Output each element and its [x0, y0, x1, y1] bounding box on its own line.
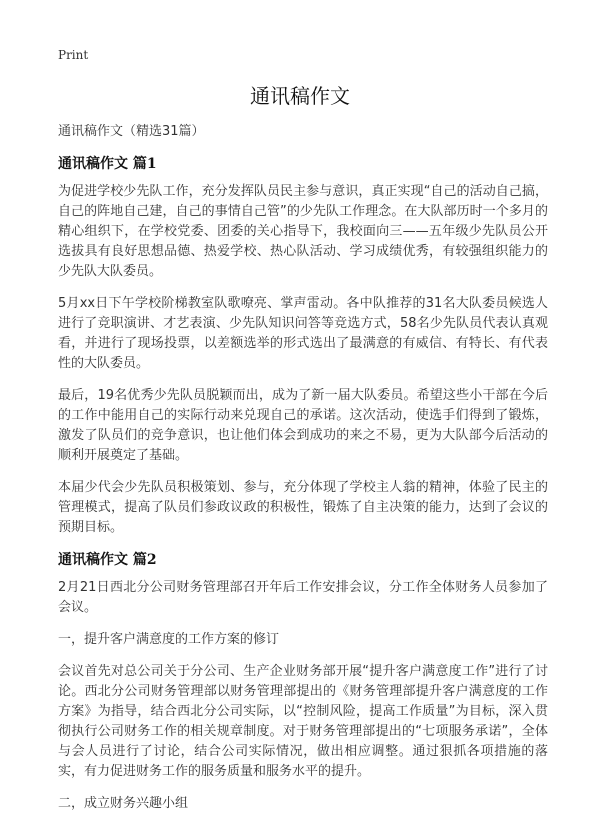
print-link[interactable]: Print [58, 48, 89, 62]
section-2-subheading-2: 二，成立财务兴趣小组 [58, 796, 189, 811]
section-heading-2: 通讯稿作文 篇2 [58, 552, 157, 568]
section-1-paragraph-4: 本届少代会少先队员积极策划、参与，充分体现了学校主人翁的精神，体验了民主的管理模式，提高了队员们参政议政的积极性，锻炼了自主决策的能力，达到了会议的预期目标。 [58, 480, 548, 535]
article-subtitle: 通讯稿作文（精选31篇） [58, 124, 205, 139]
section-1-paragraph-1: 为促进学校少先队工作，充分发挥队员民主参与意识，真正实现“自己的活动自己搞，自己的阵地自己建，自己的事情自己管”的少先队工作理念。在大队部历时一个多月的精心组织下，在学校党委、团委的关心指导下，我校面向三——五年级少先队员公开选拔具有良好思想品德、热爱学校、热心队活动、学习成绩优秀，有较强组织能力的少先队大队委员。 [58, 184, 548, 279]
section-2-paragraph-1: 2月21日西北分公司财务管理部召开年后工作安排会议，分工作全体财务人员参加了会议。 [58, 580, 548, 615]
article-body [58, 122, 548, 826]
section-2-subheading-1: 一，提升客户满意度的工作方案的修订 [58, 632, 280, 647]
section-1-paragraph-3: 最后，19名优秀少先队员脱颖而出，成为了新一届大队委员。希望这些小干部在今后的工作中能用自己的实际行动来兑现自己的承诺。这次活动，使选手们得到了锻炼，激发了队员们的竞争意识，也让他们体会到成功的来之不易，更为大队部今后活动的顺利开展奠定了基础。 [58, 388, 548, 463]
section-2-paragraph-2: 会议首先对总公司关于分公司、生产企业财务部开展“提升客户满意度工作”进行了讨论。西北分公司财务管理部以财务管理部提出的《财务管理部提升客户满意度的工作方案》为指导，结合西北分公司实际，以“控制风险，提高工作质量”为目标，深入贯彻执行公司财务工作的相关规章制度。对于财务管理部提出的“七项服务承诺”，全体与会人员进行了讨论，结合公司实际情况，做出相应调整。通过狠抓各项措施的落实，有力促进财务工作的服务质量和服务水平的提升。 [58, 664, 548, 779]
section-1-paragraph-2: 5月xx日下午学校阶梯教室队歌嘹亮、掌声雷动。各中队推荐的31名大队委员候选人进行了竞职演讲、才艺表演、少先队知识问答等竞选方式，58名少先队员代表认真观看，并进行了现场投票，以差额选举的形式选出了最满意的有威信、有特长、有代表性的大队委员。 [58, 296, 548, 371]
page-title: 通讯稿作文 [250, 84, 350, 108]
section-heading-1: 通讯稿作文 篇1 [58, 156, 157, 172]
